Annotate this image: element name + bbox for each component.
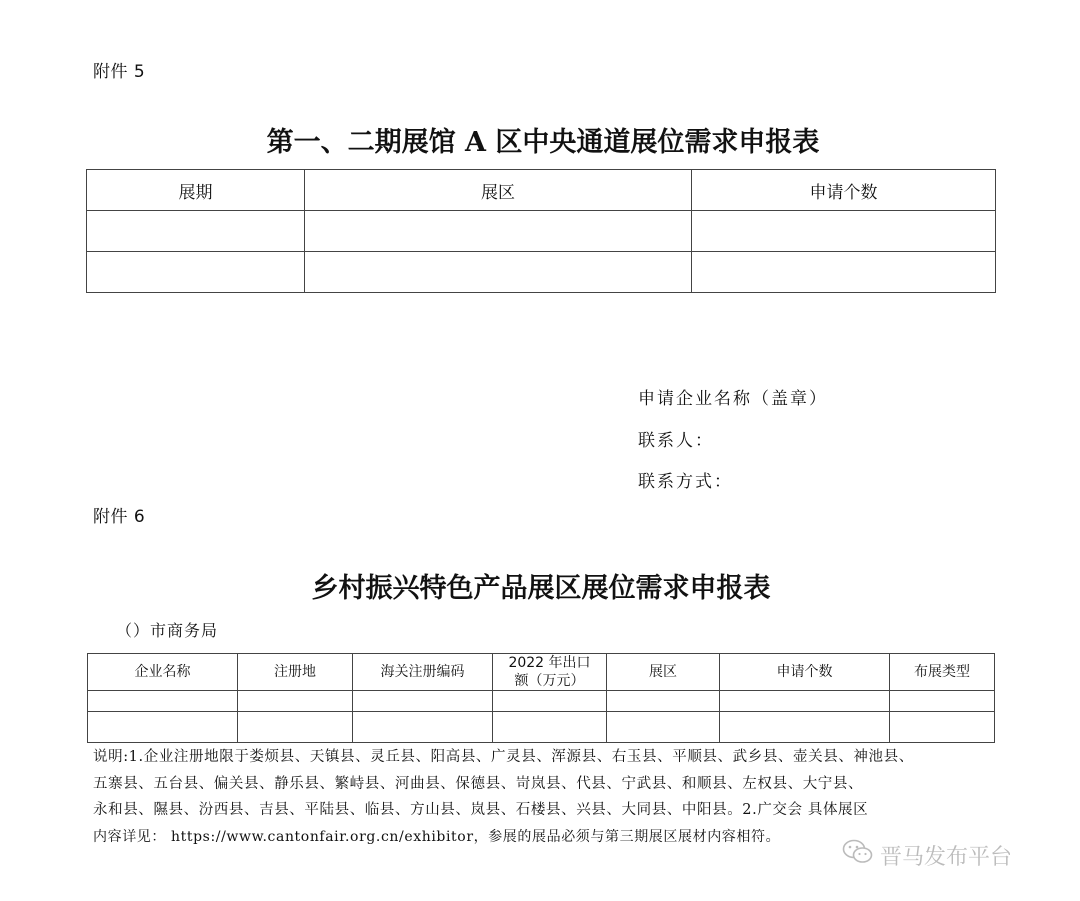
attachment-5-table	[86, 169, 996, 293]
table-cell[interactable]	[720, 691, 890, 712]
table-row	[88, 712, 995, 743]
column-header-customs-code: 海关注册编码	[353, 654, 493, 691]
note-block	[93, 744, 1068, 850]
bureau-line: （）市商务局	[116, 621, 219, 640]
table-cell[interactable]	[890, 712, 995, 743]
watermark-text: 晋马发布平台	[880, 844, 1013, 870]
table-cell[interactable]	[87, 211, 305, 252]
attachment-6-table	[87, 653, 995, 743]
table-cell[interactable]	[692, 252, 996, 293]
column-header-registration: 注册地	[238, 654, 353, 691]
table-cell[interactable]	[238, 691, 353, 712]
table-cell[interactable]	[88, 712, 238, 743]
column-header-count: 申请个数	[720, 654, 890, 691]
column-header-period: 展期	[87, 170, 305, 211]
column-header-company: 企业名称	[88, 654, 238, 691]
table-cell[interactable]	[493, 691, 607, 712]
table-cell[interactable]	[353, 712, 493, 743]
contact-person-label: 联系人：	[638, 431, 714, 451]
contact-method-label: 联系方式：	[638, 472, 733, 492]
table-cell[interactable]	[692, 211, 996, 252]
table-cell[interactable]	[88, 691, 238, 712]
table-cell[interactable]	[238, 712, 353, 743]
table-row	[87, 252, 996, 293]
column-header-zone: 展区	[607, 654, 720, 691]
attachment-5-label: 附件 5	[93, 62, 146, 82]
table-cell[interactable]	[305, 211, 692, 252]
note-line: 内容详见： https://www.cantonfair.org.cn/exhibitor，参展的展品必须与第三期展区展材内容相符。	[93, 828, 781, 845]
table-row	[88, 691, 995, 712]
table-cell[interactable]	[607, 712, 720, 743]
table-cell[interactable]	[353, 691, 493, 712]
table-cell[interactable]	[607, 691, 720, 712]
column-header-export-amount: 2022 年出口额（万元）	[493, 654, 607, 691]
table-cell[interactable]	[493, 712, 607, 743]
applicant-company-label: 申请企业名称（盖章）	[638, 389, 828, 409]
column-header-booth-type: 布展类型	[890, 654, 995, 691]
note-line: 永和县、隰县、汾西县、吉县、平陆县、临县、方山县、岚县、石楼县、兴县、大同县、中阳县。2.广交会 具体展区	[93, 802, 869, 818]
table-row	[87, 211, 996, 252]
table-header-row	[88, 654, 995, 691]
table-header-row	[87, 170, 996, 211]
note-line: 五寨县、五台县、偏关县、静乐县、繁峙县、河曲县、保德县、岢岚县、代县、宁武县、和顺县、左权县、大宁县、	[93, 775, 864, 792]
table-cell[interactable]	[720, 712, 890, 743]
note-line: 说明:1.企业注册地限于娄烦县、天镇县、灵丘县、阳高县、广灵县、浑源县、右玉县、平顺县、武乡县、壶关县、神池县、	[93, 749, 914, 765]
column-header-count: 申请个数	[692, 170, 996, 211]
column-header-zone: 展区	[305, 170, 692, 211]
attachment-6-label: 附件 6	[93, 507, 146, 527]
watermark	[842, 838, 1012, 872]
table-cell[interactable]	[87, 252, 305, 293]
wechat-icon	[842, 838, 874, 872]
attachment-5-title: 第一、二期展馆 A 区中央通道展位需求申报表	[266, 127, 820, 158]
attachment-6-title: 乡村振兴特色产品展区展位需求申报表	[311, 573, 771, 604]
table-cell[interactable]	[890, 691, 995, 712]
table-cell[interactable]	[305, 252, 692, 293]
